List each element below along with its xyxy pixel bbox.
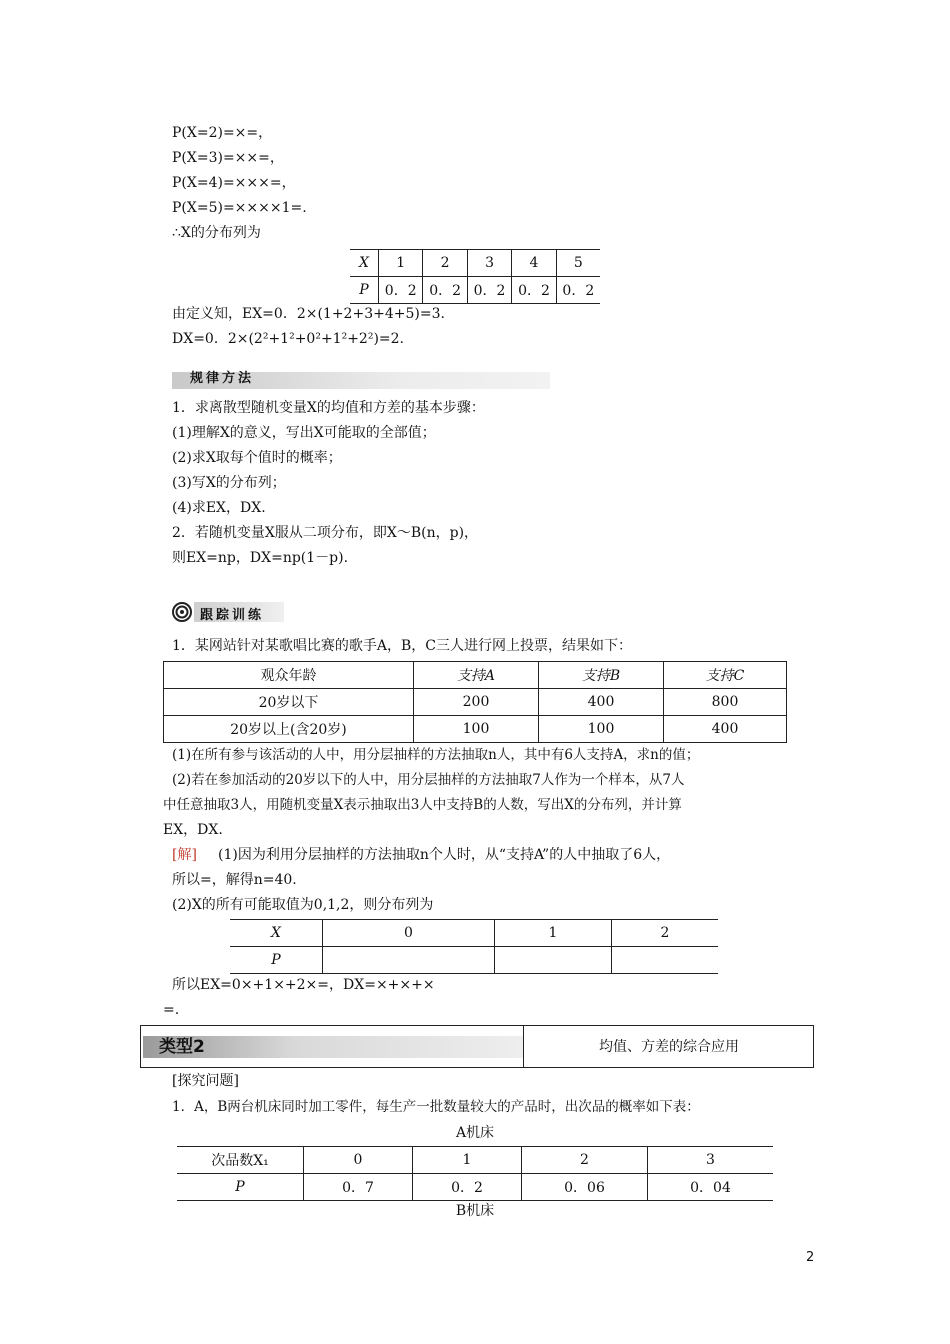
method-line-4: (3)写X的分布列； [172, 475, 286, 491]
table-cell: 0．2 [413, 1174, 522, 1201]
table-cell: 0．2 [562, 283, 595, 299]
table-cell: 支持A [414, 662, 539, 689]
table-cell: 2 [612, 920, 719, 947]
method-line-5: (4)求EX，DX. [172, 500, 266, 516]
solution-line-1: (1)因为利用分层抽样的方法抽取n个人时，从“支持A”的人中抽取了6人， [218, 847, 671, 863]
table-cell: 2 [522, 1147, 648, 1174]
table-cell: 次品数X₁ [177, 1147, 304, 1174]
table-cell: 支持B [539, 662, 664, 689]
table-cell: 0．7 [304, 1174, 413, 1201]
table-row [164, 689, 787, 716]
page-number: 2 [806, 1250, 815, 1265]
table-cell: 3 [648, 1147, 774, 1174]
table-cell: 20岁以上(含20岁) [164, 716, 414, 743]
table-cell: 4 [512, 250, 556, 277]
table-cell: 观众年龄 [164, 662, 414, 689]
method-line-1: 1．求离散型随机变量X的均值和方差的基本步骤： [172, 400, 485, 416]
solution-end-2: =. [163, 1002, 180, 1018]
solution-end-1: 所以EX=0×+1×+2×=，DX=×+×+× [172, 977, 435, 993]
distribution-table-1 [350, 249, 600, 304]
table-cell: 0．04 [690, 1180, 731, 1196]
type-label: 类型2 [159, 1037, 205, 1057]
question-1-stem: 1．某网站针对某歌唱比赛的歌手A，B，C三人进行网上投票，结果如下： [172, 638, 633, 654]
table-row [230, 947, 718, 974]
solution-tag: [解] [172, 847, 197, 863]
table-row [350, 277, 600, 304]
table-cell: 20岁以下 [164, 689, 414, 716]
table-cell: 0．2 [423, 277, 467, 304]
table-cell: P [177, 1174, 304, 1201]
table-cell: 1 [495, 920, 612, 947]
machine-b-caption: B机床 [455, 1203, 495, 1219]
explore-question-1: 1．A，B两台机床同时加工零件，每生产一批数量较大的产品时，出次品的概率如下表： [172, 1099, 700, 1115]
table-row [164, 716, 787, 743]
table-cell: 0．2 [512, 277, 556, 304]
table-cell: 1 [413, 1147, 522, 1174]
prob-line-x4: P(X=4)=×××=， [172, 175, 296, 191]
table-row [177, 1147, 773, 1174]
target-icon [172, 602, 192, 622]
method-line-6: 2．若随机变量X服从二项分布，即X～B(n，p)， [172, 525, 479, 541]
table-cell: 5 [556, 250, 600, 277]
prob-line-x3: P(X=3)=××=， [172, 150, 284, 166]
table-cell: 0．06 [522, 1174, 648, 1201]
question-1-part-2c: EX，DX. [163, 822, 223, 838]
machine-a-caption: A机床 [455, 1125, 495, 1141]
table-row [230, 920, 718, 947]
dx-result: DX=0．2×(2²+1²+0²+1²+2²)=2. [172, 331, 404, 347]
table-cell: 2 [423, 250, 467, 277]
ex-result: 由定义知，EX=0．2×(1+2+3+4+5)=3. [172, 306, 445, 322]
method-line-2: (1)理解X的意义，写出X可能取的全部值； [172, 425, 436, 441]
table-cell [495, 947, 612, 974]
table-cell: 0 [304, 1147, 413, 1174]
vote-table [163, 661, 787, 743]
table-cell: 200 [414, 689, 539, 716]
table-cell: 400 [664, 716, 787, 743]
solution-line-3: (2)X的所有可能取值为0,1,2，则分布列为 [172, 897, 434, 913]
table-cell: X [350, 250, 379, 277]
type-title: 均值、方差的综合应用 [599, 1039, 739, 1055]
distribution-table-2 [230, 919, 718, 974]
dist-intro: ∴X的分布列为 [172, 225, 261, 241]
table-cell: 100 [414, 716, 539, 743]
table-row [177, 1174, 773, 1201]
table-cell: 100 [539, 716, 664, 743]
explore-tag: [探究问题] [172, 1073, 239, 1089]
method-title: 规律方法 [190, 371, 255, 386]
table-cell: 0．2 [467, 277, 511, 304]
prob-line-x2: P(X=2)=×=， [172, 125, 273, 141]
table-cell [323, 947, 495, 974]
question-1-part-2a: (2)若在参加活动的20岁以下的人中，用分层抽样的方法抽取7人作为一个样本，从7人 [172, 772, 685, 788]
table-cell: 400 [539, 689, 664, 716]
table-cell [612, 947, 719, 974]
prob-line-x5: P(X=5)=××××1=. [172, 200, 307, 216]
table-cell: P [350, 277, 379, 304]
method-line-3: (2)求X取每个值时的概率； [172, 450, 342, 466]
solution-line-2: 所以=，解得n=40. [172, 872, 297, 888]
table-row [164, 662, 787, 689]
table-cell: 0 [323, 920, 495, 947]
type-header-box [140, 1025, 814, 1068]
table-cell: P [230, 947, 323, 974]
table-cell: 0．2 [379, 277, 423, 304]
table-cell: 800 [664, 689, 787, 716]
table-row [350, 250, 600, 277]
question-1-part-2b: 中任意抽取3人，用随机变量X表示抽取出3人中支持B的人数，写出X的分布列，并计算 [163, 797, 682, 813]
question-1-part-1: (1)在所有参与该活动的人中，用分层抽样的方法抽取n人，其中有6人支持A，求n的值； [172, 747, 700, 763]
table-cell: 3 [467, 250, 511, 277]
machine-a-table [177, 1146, 773, 1201]
method-line-7: 则EX=np，DX=np(1－p). [172, 550, 349, 566]
training-title: 跟踪训练 [200, 608, 265, 623]
table-cell: X [230, 920, 323, 947]
table-cell: 支持C [664, 662, 787, 689]
table-cell: 1 [379, 250, 423, 277]
